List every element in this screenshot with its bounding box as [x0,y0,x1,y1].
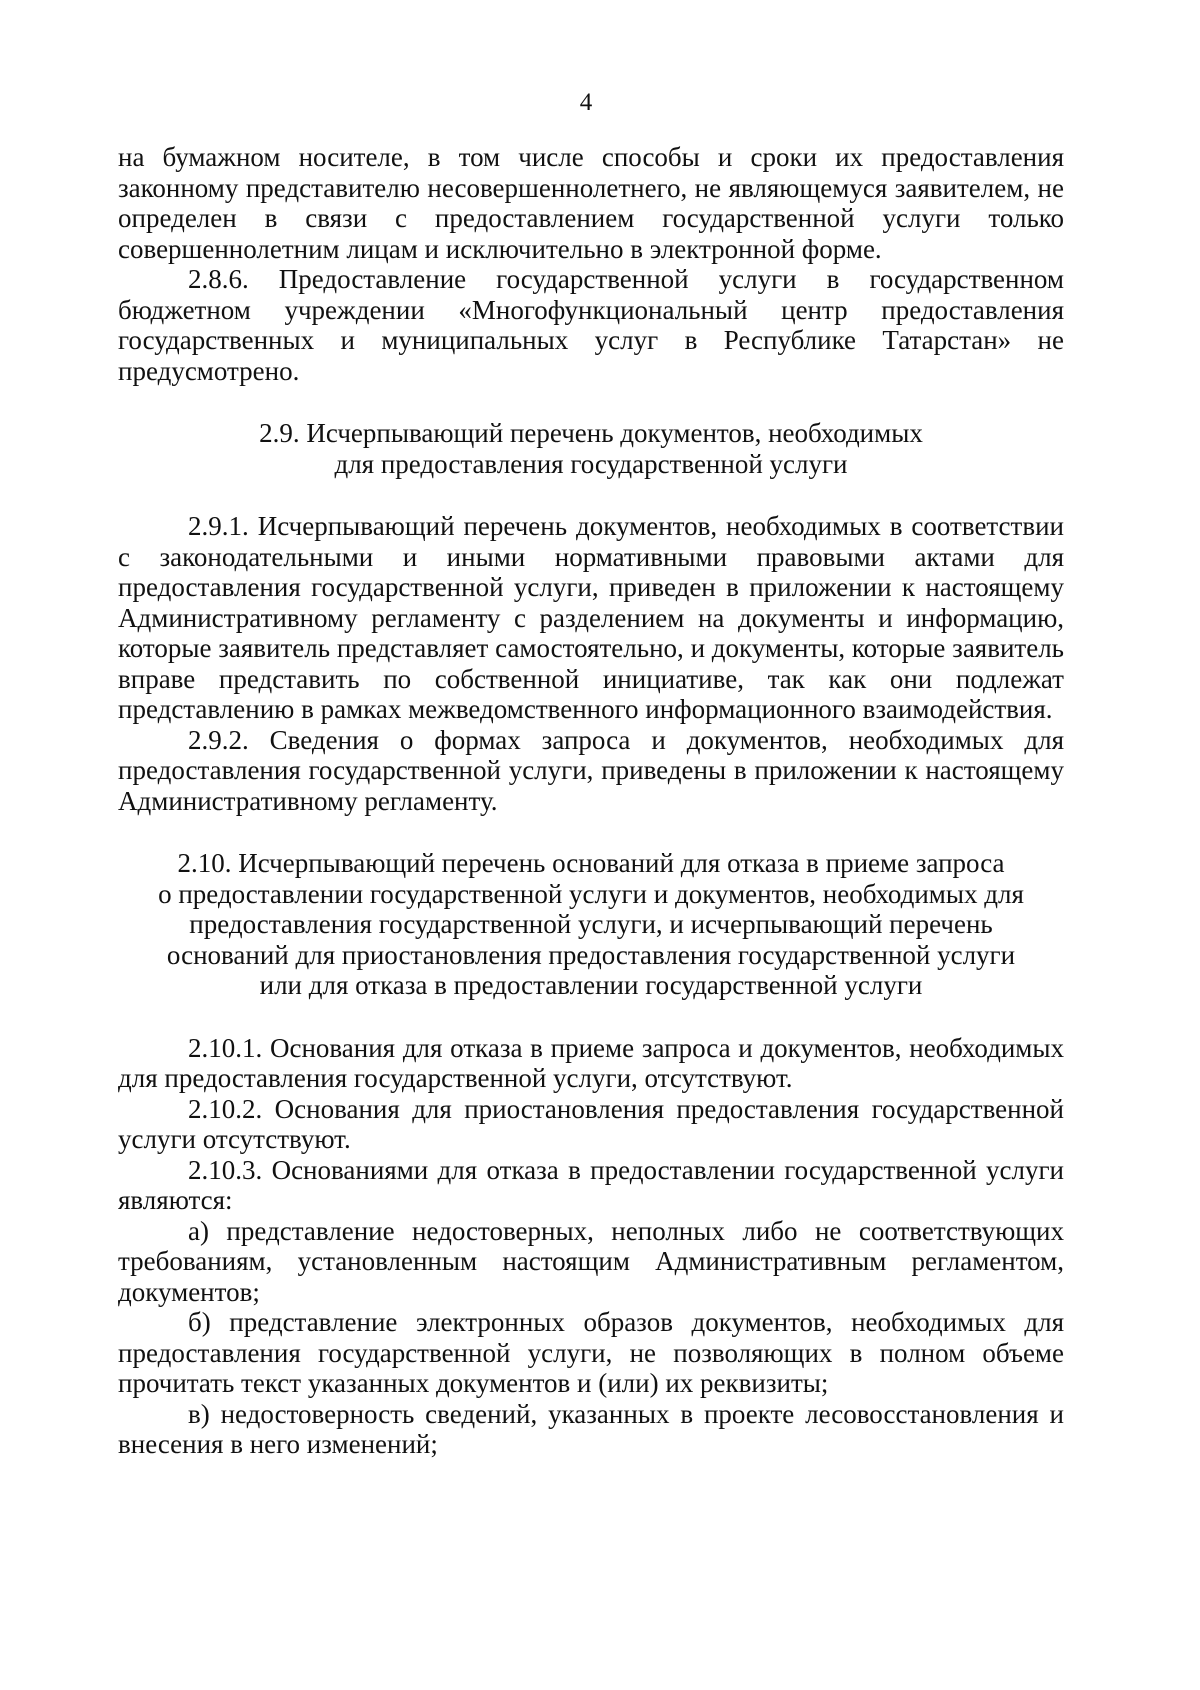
paragraph-2-8-6: 2.8.6. Предоставление государственной услуги в государственном бюджетном учреждении «Многофункциональный центр предоставления государственных и муниципальных услуг в Республике Татарстан» не предусмотрено. [118,264,1064,386]
heading-line: или для отказа в предоставлении государственной услуги [259,970,923,1000]
paragraph-2-10-2: 2.10.2. Основания для приостановления предоставления государственной услуги отсутствуют. [118,1093,1064,1154]
page-number: 4 [579,89,593,116]
spacer [118,386,1064,418]
spacer [118,479,1064,511]
list-item-a: а) представление недостоверных, неполных либо не соответствующих требованиям, установленным настоящим Административным регламентом, документов; [118,1215,1064,1307]
list-item-v: в) недостоверность сведений, указанных в проекте лесовосстановления и внесения в него изменений; [118,1398,1064,1459]
list-item-b: б) представление электронных образов документов, необходимых для предоставления государственной услуги, не позволяющих в полном объеме прочитать текст указанных документов и (или) их реквизиты; [118,1307,1064,1398]
document-body [118,142,1064,1460]
paragraph-2-10-3: 2.10.3. Основаниями для отказа в предоставлении государственной услуги являются: [118,1154,1064,1215]
section-heading-2-10 [118,848,1064,1001]
heading-line: оснований для приостановления предоставления государственной услуги [166,939,1016,970]
spacer [118,816,1064,848]
heading-line: о предоставлении государственной услуги и документов, необходимых для [158,878,1024,909]
heading-line: 2.10. Исчерпывающий перечень оснований для отказа в приеме запроса [177,848,1005,878]
paragraph-2-10-1: 2.10.1. Основания для отказа в приеме запроса и документов, необходимых для предоставления государственной услуги, отсутствуют. [118,1032,1064,1093]
spacer [118,1001,1064,1033]
heading-line: для предоставления государственной услуги [334,448,848,479]
paragraph-2-9-2: 2.9.2. Сведения о формах запроса и документов, необходимых для предоставления государственной услуги, приведены в приложении к настоящему Административному регламенту. [118,724,1064,816]
section-heading-2-9 [118,418,1064,479]
heading-line: предоставления государственной услуги, и исчерпывающий перечень [189,909,993,939]
heading-line: 2.9. Исчерпывающий перечень документов, необходимых [259,418,923,448]
paragraph-continuation: на бумажном носителе, в том числе способы и сроки их предоставления законному представителю несовершеннолетнего, не являющемуся заявителем, не определен в связи с предоставлением государственной услуги только совершеннолетним лицам и исключительно в электронной форме. [118,142,1064,264]
paragraph-2-9-1: 2.9.1. Исчерпывающий перечень документов, необходимых в соответствии с законодательными и иными нормативными правовыми актами для предоставления государственной услуги, приведен в приложении к настоящему Административному регламенту с разделением на документы и информацию, которые заявитель представляет самостоятельно, и документы, которые заявитель вправе представить по собственной инициативе, так как они подлежат представлению в рамках межведомственного информационного взаимодействия. [118,511,1064,724]
